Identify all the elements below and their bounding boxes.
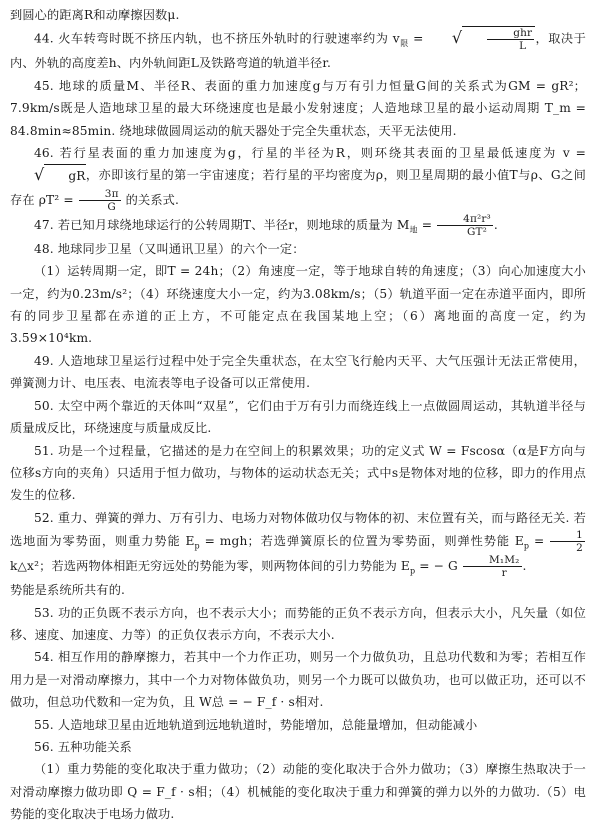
paragraph-44: 44. 火车转弯时既不挤压内轨，也不挤压外轨时的行驶速率约为 $v_限$ = √ $\frac{\text{ghr}}{L}$ ，取决于内、外轨的高度差h、内外轨间距L及铁路弯道的轨道半径r. bbox=[10, 27, 586, 71]
fraction: $\frac{3\pi}{G}$ bbox=[79, 188, 121, 213]
paragraph-52: 52. 重力、弹簧的弹力、万有引力、电场力对物体做功仅与物体的初、末位置有关，而与路径无关. 若选地面为零势面，则重力势能 $E_p$ = mgh；若选弹簧原长的位置为零势面，则弹性势能 $E_p$ = $\frac{1}{2}$ k△x²；若选两物体相距无穷远处的势能为零，则两物体间的引力势能为 $E_p$ = − G $\frac{\text{M₁M₂}}{r}$ . bbox=[10, 510, 586, 580]
paragraph-51: 51. 功是一个过程量，它描述的是力在空间上的积累效果；功的定义式 W = Fscosα（α是F方向与位移s方向的夹角）只适用于恒力做功，与物体的运动状态无关；式中s是物体对地的位移，即力的作用点发生的位移. bbox=[10, 443, 586, 503]
paragraph-48: 48. 地球同步卫星（又叫通讯卫星）的六个一定： bbox=[34, 241, 305, 256]
paragraph-49: 49. 人造地球卫星运行过程中处于完全失重状态，在太空飞行舱内天平、大气压强计无法正常使用，弹簧测力计、电压表、电流表等电子设备可以正常使用. bbox=[10, 353, 586, 391]
paragraph-52-tail: 势能是系统所共有的. bbox=[10, 583, 126, 598]
fraction: $\frac{1}{2}$ bbox=[550, 529, 585, 554]
paragraph-55: 55. 人造地球卫星由近地轨道到远地轨道时，势能增加，总能量增加，但动能减小 bbox=[34, 717, 478, 732]
sqrt-formula: √ $\frac{\text{ghr}}{L}$ bbox=[428, 26, 535, 52]
paragraph-56: 56. 五种功能关系 bbox=[34, 739, 132, 754]
paragraph-47: 47. 若已知月球绕地球运行的公转周期T、半径r，则地球的质量为 $M_地$ = $\frac{\text{4π²r³}}{\text{GT²}}$ . bbox=[34, 212, 498, 238]
paragraph-54: 54. 相互作用的静摩擦力，若其中一个力作正功，则另一个力做负功，且总功代数和为零；若相互作用力是一对滑动摩擦力，其中一个力对物体做负功，则另一个力既可以做负功，也可以做正功，还可以不做功，但总功代数和一定为负，且 W总 = − F_f · s相对. bbox=[10, 650, 586, 710]
fraction: $\frac{\text{M₁M₂}}{r}$ bbox=[463, 554, 522, 579]
paragraph-53: 53. 功的正负既不表示方向，也不表示大小；而势能的正负不表示方向，但表示大小，凡矢量（如位移、速度、加速度、力等）的正负仅表示方向，不表示大小. bbox=[10, 605, 586, 642]
fraction: $\frac{\text{4π²r³}}{\text{GT²}}$ bbox=[437, 213, 493, 238]
paragraph-45: 45. 地球的质量M、半径R、表面的重力加速度g与万有引力恒量G间的关系式为GM = gR²；7.9km/s既是人造地球卫星的最大环绕速度也是最小发射速度；人造地球卫星的最小运动周期 T_m = 84.8min≈85min. 绕地球做圆周运动的航天器处于完全失重状态，天平无法使用. bbox=[10, 78, 586, 138]
paragraph-46: 46. 若行星表面的重力加速度为g，行星的半径为R，则环绕其表面的卫星最低速度为 v = √ gR，亦即该行星的第一宇宙速度；若行星的平均密度为ρ，则卫星周期的最小值T与ρ、G之间存在 ρT² = $\frac{3\pi}{G}$ 的关系式. bbox=[10, 146, 586, 213]
paragraph-48-list: （1）运转周期一定，即T = 24h；（2）角速度一定，等于地球自转的角速度；（3）向心加速度大小一定，约为0.23m/s²；（4）环绕速度大小一定，约为3.08km/s；（5）轨道平面一定在赤道平面内，即所有的同步卫星都在赤道的正上方，不可能定点在我国某地上空；（6）离地面的高度一定，约为3.59×10⁴km. bbox=[10, 264, 586, 346]
paragraph-50: 50. 太空中两个靠近的天体叫“双星”，它们由于万有引力而绕连线上一点做圆周运动，其轨道半径与质量成反比，环绕速度与质量成反比. bbox=[10, 398, 586, 436]
sqrt-formula: √ gR bbox=[10, 164, 86, 187]
paragraph-43-tail: 到圆心的距离R和动摩擦因数μ. bbox=[10, 8, 180, 22]
paragraph-56-list: （1）重力势能的变化取决于重力做功；（2）动能的变化取决于合外力做功；（3）摩擦生热取决于一对滑动摩擦力做功即 Q = F_f · s相；（4）机械能的变化取决于重力和弹簧的弹力以外的力做功.（5）电势能的变化取决于电场力做功. bbox=[10, 762, 586, 822]
